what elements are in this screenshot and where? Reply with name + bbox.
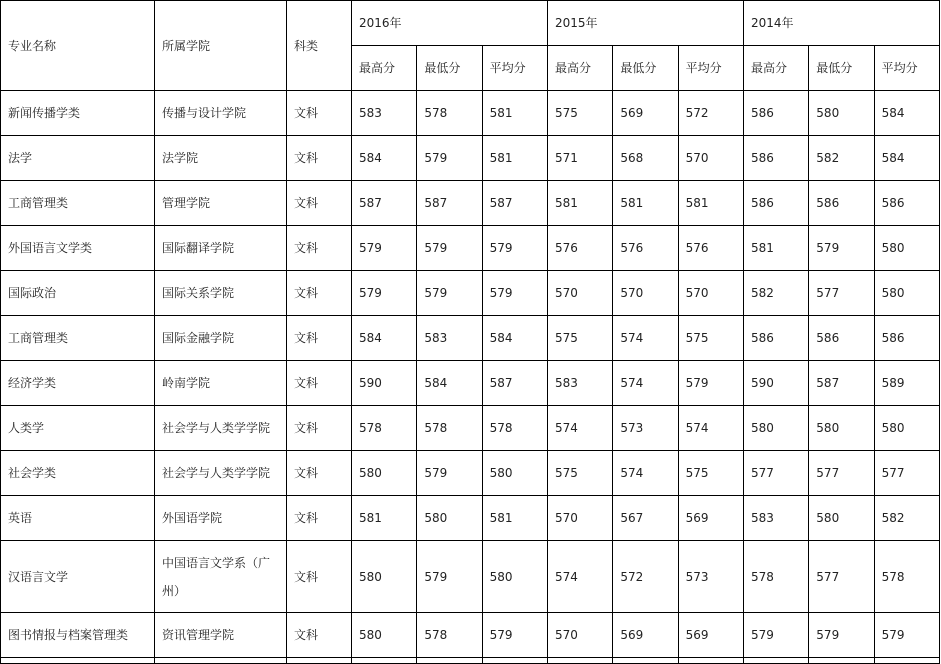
score-cell: 582 xyxy=(809,136,874,181)
header-min-2014: 最低分 xyxy=(809,46,874,91)
table-row xyxy=(1,406,940,451)
header-max-2015: 最高分 xyxy=(547,46,612,91)
score-cell: 581 xyxy=(547,181,612,226)
college-cell: 外国语学院 xyxy=(155,496,287,541)
college-cell: 传播与设计学院 xyxy=(155,91,287,136)
score-cell: 574 xyxy=(613,451,678,496)
score-cell: 570 xyxy=(678,271,743,316)
score-cell: 579 xyxy=(678,361,743,406)
score-cell: 581 xyxy=(352,496,417,541)
score-cell: 574 xyxy=(613,316,678,361)
score-cell: 575 xyxy=(547,91,612,136)
score-cell: 569 xyxy=(678,496,743,541)
score-cell: 587 xyxy=(482,361,547,406)
score-cell: 580 xyxy=(743,406,808,451)
score-cell: 580 xyxy=(352,613,417,658)
score-cell: 586 xyxy=(743,316,808,361)
score-cell: 567 xyxy=(613,496,678,541)
header-avg-2016: 平均分 xyxy=(482,46,547,91)
score-cell: 574 xyxy=(547,406,612,451)
score-cell: 584 xyxy=(352,136,417,181)
table-row xyxy=(1,136,940,181)
header-max-2014: 最高分 xyxy=(743,46,808,91)
kind-cell: 文科 xyxy=(287,451,352,496)
score-cell: 582 xyxy=(874,496,939,541)
header-year-2016: 2016年 xyxy=(352,1,548,46)
table-row xyxy=(1,316,940,361)
score-cell: 590 xyxy=(352,361,417,406)
score-cell: 579 xyxy=(417,136,482,181)
score-cell: 576 xyxy=(678,226,743,271)
score-cell: 575 xyxy=(678,451,743,496)
score-cell: 589 xyxy=(874,361,939,406)
college-cell: 法学院 xyxy=(155,136,287,181)
score-cell: 586 xyxy=(743,181,808,226)
score-cell: 577 xyxy=(743,451,808,496)
score-cell: 576 xyxy=(547,226,612,271)
major-cell: 英语 xyxy=(1,496,155,541)
kind-cell: 文科 xyxy=(287,226,352,271)
score-cell: 586 xyxy=(743,136,808,181)
score-cell: 581 xyxy=(482,136,547,181)
score-cell: 586 xyxy=(809,316,874,361)
major-cell: 工商管理类 xyxy=(1,181,155,226)
score-cell: 579 xyxy=(417,451,482,496)
score-cell: 572 xyxy=(678,91,743,136)
score-cell: 579 xyxy=(809,613,874,658)
score-cell: 586 xyxy=(743,91,808,136)
score-cell: 571 xyxy=(547,136,612,181)
major-cell: 人类学 xyxy=(1,406,155,451)
kind-cell: 文科 xyxy=(287,316,352,361)
score-cell: 580 xyxy=(809,496,874,541)
score-cell: 569 xyxy=(678,613,743,658)
score-cell: 580 xyxy=(417,496,482,541)
score-cell: 570 xyxy=(547,496,612,541)
kind-cell: 文科 xyxy=(287,91,352,136)
college-cell: 国际金融学院 xyxy=(155,316,287,361)
score-cell: 580 xyxy=(809,91,874,136)
score-cell: 570 xyxy=(547,613,612,658)
score-cell: 581 xyxy=(678,181,743,226)
score-cell: 581 xyxy=(613,181,678,226)
major-cell: 汉语言文学 xyxy=(1,541,155,613)
table-row xyxy=(1,181,940,226)
score-cell: 578 xyxy=(482,406,547,451)
major-cell: 法学 xyxy=(1,136,155,181)
score-cell: 574 xyxy=(613,361,678,406)
score-cell: 583 xyxy=(547,361,612,406)
college-cell: 社会学与人类学学院 xyxy=(155,406,287,451)
score-cell: 577 xyxy=(809,271,874,316)
major-cell: 社会学类 xyxy=(1,451,155,496)
score-cell: 586 xyxy=(809,181,874,226)
score-cell: 586 xyxy=(874,181,939,226)
table-row xyxy=(1,91,940,136)
college-cell: 国际翻译学院 xyxy=(155,226,287,271)
college-cell: 岭南学院 xyxy=(155,361,287,406)
kind-cell: 文科 xyxy=(287,136,352,181)
header-avg-2015: 平均分 xyxy=(678,46,743,91)
college-cell: 资讯管理学院 xyxy=(155,613,287,658)
score-cell: 584 xyxy=(352,316,417,361)
score-cell: 587 xyxy=(417,181,482,226)
table-row xyxy=(1,541,940,613)
header-college: 所属学院 xyxy=(155,1,287,91)
score-cell: 581 xyxy=(743,226,808,271)
score-cell: 580 xyxy=(352,541,417,613)
score-cell: 578 xyxy=(417,613,482,658)
college-cell: 社会学与人类学学院 xyxy=(155,451,287,496)
score-cell: 579 xyxy=(743,613,808,658)
score-cell: 578 xyxy=(417,406,482,451)
header-avg-2014: 平均分 xyxy=(874,46,939,91)
score-cell: 583 xyxy=(743,496,808,541)
score-cell: 578 xyxy=(874,541,939,613)
score-cell: 575 xyxy=(547,316,612,361)
kind-cell: 文科 xyxy=(287,181,352,226)
score-cell: 579 xyxy=(482,613,547,658)
score-cell: 583 xyxy=(352,91,417,136)
header-min-2016: 最低分 xyxy=(417,46,482,91)
kind-cell: 文科 xyxy=(287,541,352,613)
score-cell: 584 xyxy=(482,316,547,361)
kind-cell: 文科 xyxy=(287,496,352,541)
header-major: 专业名称 xyxy=(1,1,155,91)
score-cell: 580 xyxy=(874,406,939,451)
score-cell: 577 xyxy=(809,541,874,613)
college-cell: 中国语言文学系（广州） xyxy=(155,541,287,613)
header-year-2015: 2015年 xyxy=(547,1,743,46)
score-cell: 580 xyxy=(482,451,547,496)
header-row-years xyxy=(1,1,940,46)
score-cell: 574 xyxy=(547,541,612,613)
score-cell: 580 xyxy=(352,451,417,496)
score-cell: 574 xyxy=(678,406,743,451)
kind-cell: 文科 xyxy=(287,613,352,658)
header-year-2014: 2014年 xyxy=(743,1,939,46)
major-cell: 工商管理类 xyxy=(1,316,155,361)
score-cell: 579 xyxy=(482,271,547,316)
score-cell: 578 xyxy=(417,91,482,136)
score-cell: 569 xyxy=(613,613,678,658)
score-cell: 583 xyxy=(417,316,482,361)
score-cell: 578 xyxy=(352,406,417,451)
kind-cell: 文科 xyxy=(287,361,352,406)
score-cell: 587 xyxy=(482,181,547,226)
major-cell: 新闻传播学类 xyxy=(1,91,155,136)
major-cell: 外国语言文学类 xyxy=(1,226,155,271)
score-cell: 579 xyxy=(352,226,417,271)
score-cell: 584 xyxy=(874,91,939,136)
score-cell: 579 xyxy=(482,226,547,271)
header-min-2015: 最低分 xyxy=(613,46,678,91)
score-cell: 579 xyxy=(874,613,939,658)
score-cell: 579 xyxy=(417,541,482,613)
table-row xyxy=(1,361,940,406)
score-cell: 582 xyxy=(743,271,808,316)
score-cell: 584 xyxy=(874,136,939,181)
score-cell: 590 xyxy=(743,361,808,406)
kind-cell: 文科 xyxy=(287,271,352,316)
table-row xyxy=(1,613,940,658)
major-cell: 图书情报与档案管理类 xyxy=(1,613,155,658)
score-cell: 579 xyxy=(417,226,482,271)
score-cell: 580 xyxy=(874,226,939,271)
score-cell: 580 xyxy=(482,541,547,613)
score-cell: 570 xyxy=(613,271,678,316)
major-cell: 经济学类 xyxy=(1,361,155,406)
table-row xyxy=(1,226,940,271)
score-cell: 579 xyxy=(809,226,874,271)
score-cell: 568 xyxy=(613,136,678,181)
score-cell: 572 xyxy=(613,541,678,613)
score-cell: 584 xyxy=(417,361,482,406)
table-row xyxy=(1,271,940,316)
score-cell: 586 xyxy=(874,316,939,361)
score-cell: 570 xyxy=(547,271,612,316)
score-cell: 576 xyxy=(613,226,678,271)
score-cell: 581 xyxy=(482,91,547,136)
score-cell: 587 xyxy=(352,181,417,226)
score-cell: 577 xyxy=(809,451,874,496)
score-cell: 575 xyxy=(678,316,743,361)
score-cell: 573 xyxy=(678,541,743,613)
score-cell: 580 xyxy=(874,271,939,316)
score-cell: 577 xyxy=(874,451,939,496)
table-row xyxy=(1,496,940,541)
score-cell: 587 xyxy=(809,361,874,406)
college-cell: 管理学院 xyxy=(155,181,287,226)
score-cell: 581 xyxy=(482,496,547,541)
college-cell: 国际关系学院 xyxy=(155,271,287,316)
score-cell: 578 xyxy=(743,541,808,613)
score-cell: 569 xyxy=(613,91,678,136)
score-cell: 573 xyxy=(613,406,678,451)
kind-cell: 文科 xyxy=(287,406,352,451)
major-cell: 国际政治 xyxy=(1,271,155,316)
table-row xyxy=(1,451,940,496)
header-max-2016: 最高分 xyxy=(352,46,417,91)
score-cell: 579 xyxy=(352,271,417,316)
score-cell: 570 xyxy=(678,136,743,181)
score-cell: 580 xyxy=(809,406,874,451)
score-cell: 575 xyxy=(547,451,612,496)
score-cell: 579 xyxy=(417,271,482,316)
header-kind: 科类 xyxy=(287,1,352,91)
